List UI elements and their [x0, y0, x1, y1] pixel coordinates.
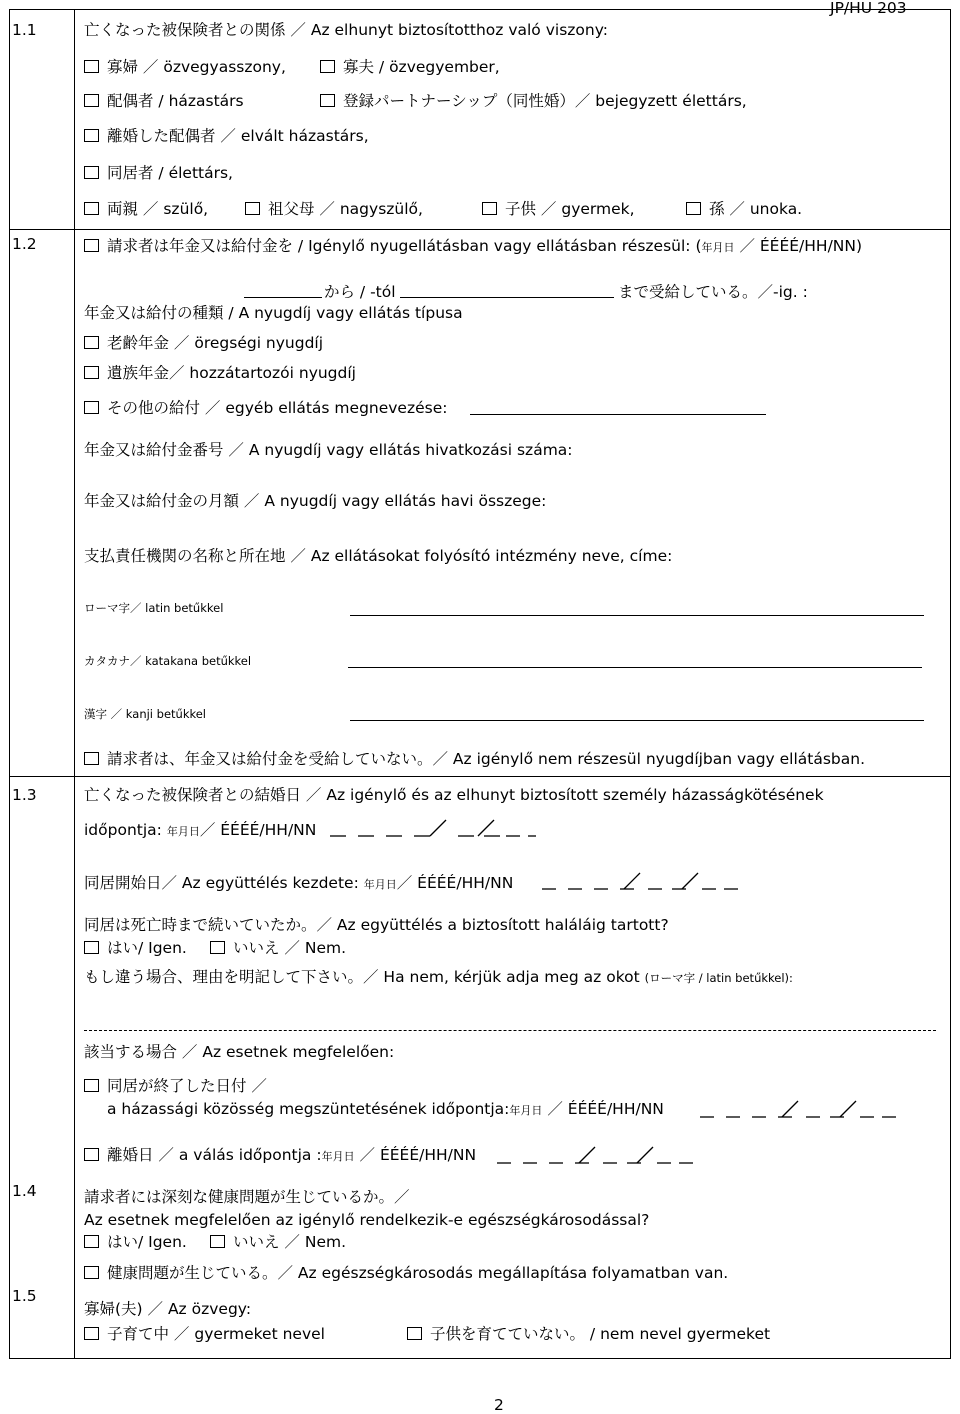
cohabitation-end-option[interactable]: 同居が終了した日付 ／: [84, 1077, 267, 1095]
raising-children-checkbox[interactable]: [84, 1327, 99, 1340]
cohabitation-end-blanks[interactable]: [700, 1099, 896, 1119]
cohabitant-checkbox[interactable]: [84, 166, 99, 179]
option-spouse[interactable]: 配偶者 / házastárs: [84, 92, 244, 110]
section-number-1-4: 1.4: [12, 1182, 37, 1200]
divorce-date-option[interactable]: 離婚日 ／ a válás időpontja :年月日 ／ ÉÉÉÉ/HH/NN: [84, 1146, 476, 1166]
form-code: JP/HU 203: [830, 0, 907, 17]
section-divider-1-2: [9, 229, 951, 230]
health-ongoing-option[interactable]: 健康問題が生じている。／ Az egészségkárosodás megállapítása folyamatban van.: [84, 1264, 728, 1282]
old-age-pension-checkbox[interactable]: [84, 336, 99, 349]
option-widower[interactable]: 寡夫 / özvegyember,: [320, 58, 500, 76]
roman-letters-line[interactable]: [350, 615, 924, 616]
monthly-amount-label: 年金又は給付金の月額 ／ A nyugdíj vagy ellátás havi összege:: [84, 492, 547, 510]
option-other-benefit[interactable]: その他の給付 ／ egyéb ellátás megnevezése:: [84, 399, 447, 417]
cohabitation-no-checkbox[interactable]: [210, 941, 225, 954]
registered-partner-checkbox[interactable]: [320, 94, 335, 107]
widow-checkbox[interactable]: [84, 60, 99, 73]
option-old-age-pension[interactable]: 老齢年金 ／ öregségi nyugdíj: [84, 334, 323, 352]
marriage-date-label: időpontja: 年月日／ ÉÉÉÉ/HH/NN: [84, 821, 317, 839]
option-survivor-pension[interactable]: 遺族年金／ hozzátartozói nyugdíj: [84, 364, 356, 382]
receives-benefit-checkbox[interactable]: [84, 239, 99, 252]
benefit-type-title: 年金又は給付の種類 / A nyugdíj vagy ellátás típusa: [84, 304, 463, 322]
widower-checkbox[interactable]: [320, 60, 335, 73]
cohabitation-end-date-label: a házassági közösség megszüntetésének időpontja:年月日 ／ ÉÉÉÉ/HH/NN: [107, 1100, 664, 1118]
divorce-date-checkbox[interactable]: [84, 1148, 99, 1161]
divorce-date-blanks[interactable]: [497, 1145, 693, 1165]
reason-label: もし違う場合、理由を明記して下さい。／ Ha nem, kérjük adja meg az okot (ローマ字 / latin betűkkel):: [84, 968, 793, 986]
katakana-line[interactable]: [348, 667, 922, 668]
option-cohabitant[interactable]: 同居者 / élettárs,: [84, 164, 233, 182]
page-number: 2: [494, 1396, 504, 1414]
cohabitation-yes-option[interactable]: はい/ Igen.: [84, 939, 187, 957]
parent-checkbox[interactable]: [84, 202, 99, 215]
kanji-label: 漢字 ／ kanji betűkkel: [84, 707, 207, 721]
cohabitation-start-label: 同居開始日／ Az együttélés kezdete: 年月日／ ÉÉÉÉ/HH/NN: [84, 874, 514, 892]
receives-benefit-option[interactable]: 請求者は年金又は給付金を / Igénylő nyugellátásban vagy ellátásban részesül: (年月日 ／ ÉÉÉÉ/HH/NN): [84, 237, 862, 257]
survivor-pension-checkbox[interactable]: [84, 366, 99, 379]
spouse-checkbox[interactable]: [84, 94, 99, 107]
health-ongoing-checkbox[interactable]: [84, 1266, 99, 1279]
section-number-1-3: 1.3: [12, 786, 37, 804]
option-widow[interactable]: 寡婦 ／ özvegyasszony,: [84, 58, 286, 76]
marriage-date-blanks[interactable]: [330, 818, 536, 838]
not-raising-children-checkbox[interactable]: [407, 1327, 422, 1340]
not-receiving-checkbox[interactable]: [84, 752, 99, 765]
divorced-spouse-checkbox[interactable]: [84, 129, 99, 142]
applicable-label: 該当する場合 ／ Az esetnek megfelelően:: [84, 1043, 395, 1061]
section-divider-1-3: [9, 776, 951, 777]
widow-title: 寡婦(夫) ／ Az özvegy:: [84, 1300, 252, 1318]
other-benefit-line[interactable]: [470, 414, 766, 415]
from-label: から / -tól: [324, 283, 396, 301]
section-number-1-5: 1.5: [12, 1287, 37, 1305]
cohabitation-start-blanks[interactable]: [542, 871, 738, 891]
number-column-divider: [74, 9, 75, 1359]
section-number-1-2: 1.2: [12, 235, 37, 253]
health-problem-question-hu: Az esetnek megfelelően az igénylő rendelkezik-e egészségkárosodással?: [84, 1211, 650, 1229]
option-parent[interactable]: 両親 ／ szülő,: [84, 200, 208, 218]
grandparent-checkbox[interactable]: [245, 202, 260, 215]
option-divorced-spouse[interactable]: 離婚した配偶者 ／ elvált házastárs,: [84, 127, 369, 145]
section-number-1-1: 1.1: [12, 21, 37, 39]
not-raising-children-option[interactable]: 子供を育てていない。 / nem nevel gyermeket: [407, 1325, 770, 1343]
until-label: まで受給している。／-ig. :: [618, 283, 808, 301]
child-checkbox[interactable]: [482, 202, 497, 215]
reason-line[interactable]: [84, 1030, 936, 1031]
other-benefit-checkbox[interactable]: [84, 401, 99, 414]
paying-institution-label: 支払責任機関の名称と所在地 ／ Az ellátásokat folyósító intézmény neve, címe:: [84, 547, 673, 565]
cohabitation-no-option[interactable]: いいえ ／ Nem.: [210, 939, 346, 957]
health-yes-checkbox[interactable]: [84, 1235, 99, 1248]
cohabitation-end-checkbox[interactable]: [84, 1079, 99, 1092]
option-grandparent[interactable]: 祖父母 ／ nagyszülő,: [245, 200, 423, 218]
until-date-line[interactable]: [400, 297, 614, 298]
katakana-label: カタカナ／ katakana betűkkel: [84, 654, 252, 668]
cohabitation-until-death-question: 同居は死亡時まで続いていたか。／ Az együttélés a biztosított haláláig tartott?: [84, 916, 669, 934]
relationship-title: 亡くなった被保険者との関係 ／ Az elhunyt biztosítotthoz való viszony:: [84, 21, 608, 39]
cohabitation-yes-checkbox[interactable]: [84, 941, 99, 954]
from-date-line[interactable]: [244, 297, 322, 298]
option-grandchild[interactable]: 孫 ／ unoka.: [686, 200, 802, 218]
kanji-line[interactable]: [350, 720, 924, 721]
raising-children-option[interactable]: 子育て中 ／ gyermeket nevel: [84, 1325, 325, 1343]
benefit-reference-label: 年金又は給付金番号 ／ A nyugdíj vagy ellátás hivatkozási száma:: [84, 441, 573, 459]
roman-letters-label: ローマ字／ latin betűkkel: [84, 601, 224, 615]
marriage-date-title: 亡くなった被保険者との結婚日 ／ Az igénylő és az elhunyt biztosított személy házasságkötésének: [84, 786, 824, 804]
option-registered-partner[interactable]: 登録パートナーシップ（同性婚）／ bejegyzett élettárs,: [320, 92, 747, 110]
health-no-checkbox[interactable]: [210, 1235, 225, 1248]
health-yes-option[interactable]: はい/ Igen.: [84, 1233, 187, 1251]
not-receiving-option[interactable]: 請求者は、年金又は給付金を受給していない。／ Az igénylő nem részesül nyugdíjban vagy ellátásban.: [84, 750, 865, 768]
health-no-option[interactable]: いいえ ／ Nem.: [210, 1233, 346, 1251]
option-child[interactable]: 子供 ／ gyermek,: [482, 200, 635, 218]
grandchild-checkbox[interactable]: [686, 202, 701, 215]
health-problem-question-jp: 請求者には深刻な健康問題が生じているか。／: [84, 1188, 410, 1206]
